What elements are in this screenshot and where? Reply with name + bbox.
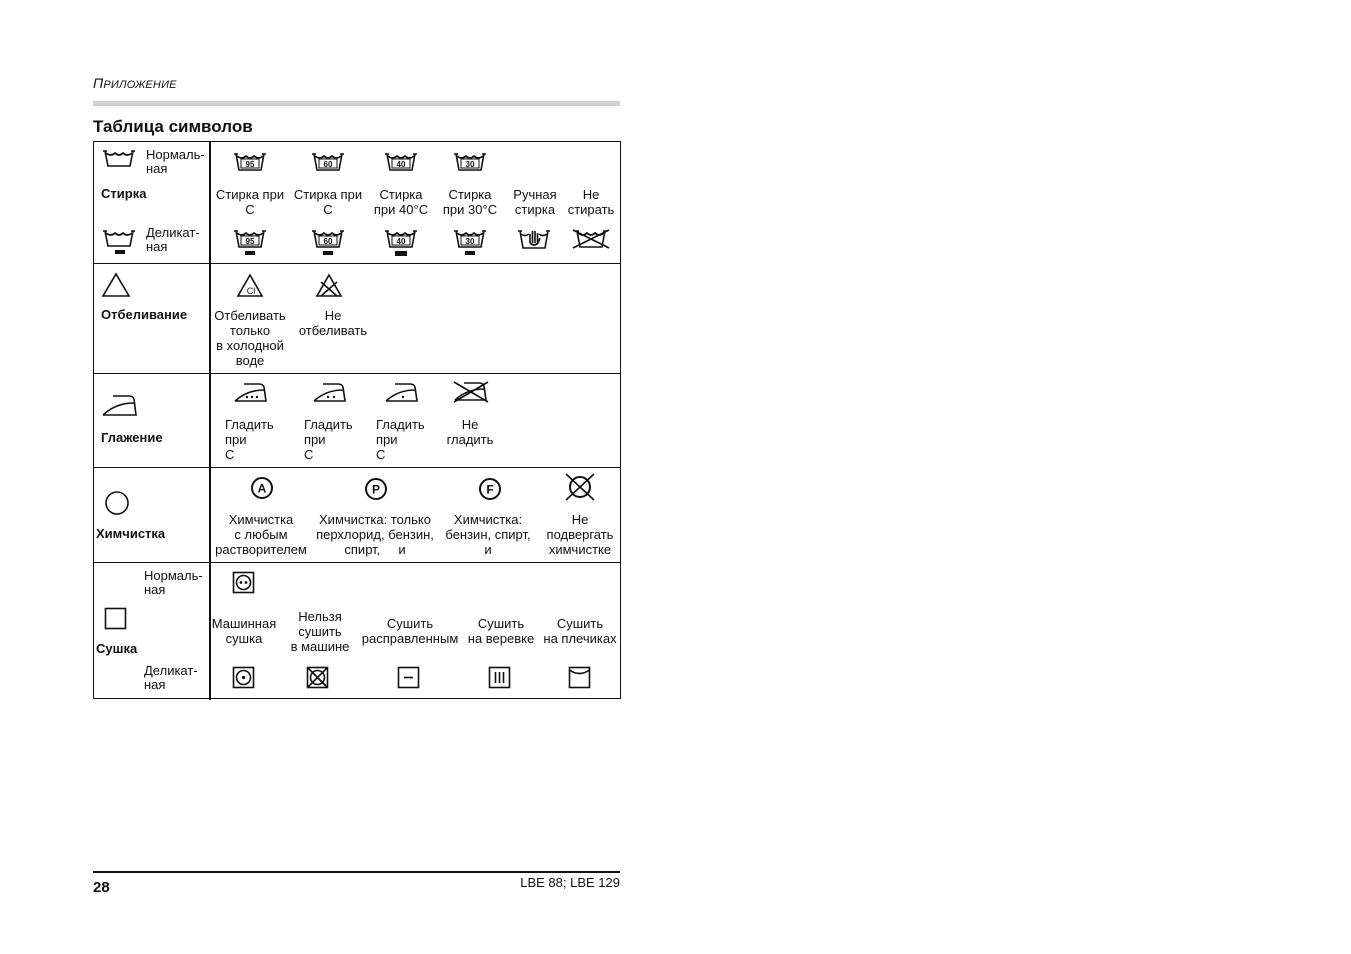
ironing-row xyxy=(94,374,620,468)
wash-95-label: Стирка при С xyxy=(215,187,285,217)
no-tumble-dry-label: Нельзя сушить в машине xyxy=(290,609,350,654)
iron-medium-text: Гладить при С xyxy=(304,417,353,462)
dry-flat-icon xyxy=(397,666,421,690)
wash-30-label: Стирка при 30°С xyxy=(442,187,498,217)
drip-dry-icon xyxy=(568,666,592,690)
tumble-dry-label: Машинная сушка xyxy=(211,616,277,646)
drying-row xyxy=(94,563,620,700)
header-title-first: П xyxy=(93,75,104,91)
hand-wash-icon xyxy=(517,228,551,252)
bleach-cl-mark: Cl xyxy=(246,286,256,296)
wash-95-icon xyxy=(233,151,267,173)
iron-high-label xyxy=(225,417,274,462)
wash-60-delicate-temp: 60 xyxy=(323,237,333,246)
drip-dry-label: Сушить на плечиках xyxy=(543,616,617,646)
wash-60-icon xyxy=(311,151,345,173)
wash-40-temp: 40 xyxy=(396,160,406,169)
drycleaning-f-letter: F xyxy=(486,482,494,497)
drycleaning-p-label: Химчистка: только перхлорид, бензин, спирт, и xyxy=(316,512,434,557)
wash-40-icon xyxy=(384,151,418,173)
symbols-table xyxy=(93,141,621,699)
drying-delicate-label: Деликат- ная xyxy=(144,663,198,692)
header-title xyxy=(93,75,177,91)
drycleaning-any-label: Химчистка с любым растворителем xyxy=(215,512,307,557)
drying-category: Сушка xyxy=(96,641,138,656)
iron-one-dot-icon xyxy=(385,382,419,404)
wash-95-delicate-icon xyxy=(233,228,267,256)
drying-normal-label: Нормаль- ная xyxy=(144,568,203,597)
washing-delicate-label: Деликат- ная xyxy=(146,225,200,254)
header-rule xyxy=(93,101,620,106)
column-divider xyxy=(209,142,211,263)
model-number: LBE 88; LBE 129 xyxy=(520,875,620,890)
wash-40-very-delicate-icon xyxy=(384,228,418,258)
wash-60-label: Стирка при С xyxy=(293,187,363,217)
column-divider xyxy=(209,468,211,562)
tumble-dry-normal-icon xyxy=(232,571,256,595)
column-divider xyxy=(209,264,211,373)
ironing-category: Глажение xyxy=(101,430,163,445)
wash-30-delicate-temp: 30 xyxy=(465,237,475,246)
line-dry-label: Сушить на веревке xyxy=(467,616,535,646)
no-iron-icon xyxy=(452,380,490,404)
wash-60-temp: 60 xyxy=(323,160,333,169)
dry-flat-label: Сушить расправленным xyxy=(361,616,459,646)
wash-40-label: Стирка при 40°С xyxy=(373,187,429,217)
hand-wash-label: Ручная стирка xyxy=(513,187,557,217)
bleach-triangle-icon xyxy=(102,272,130,298)
wash-tub-delicate-icon xyxy=(102,228,136,256)
no-bleach-icon xyxy=(316,274,342,298)
iron-two-dots-icon xyxy=(313,382,347,404)
no-wash-label: Не стирать xyxy=(567,187,615,217)
drycleaning-category: Химчистка xyxy=(96,526,166,541)
page-number: 28 xyxy=(93,879,110,896)
wash-30-delicate-icon xyxy=(453,228,487,256)
washing-category: Стирка xyxy=(101,186,147,201)
iron-low-label xyxy=(376,417,425,462)
drycleaning-p-letter: P xyxy=(371,482,381,497)
line-dry-icon xyxy=(488,666,512,690)
wash-30-temp: 30 xyxy=(465,160,475,169)
wash-95-temp: 95 xyxy=(245,160,255,169)
section-title: Таблица символов xyxy=(93,117,253,136)
drying-square-icon xyxy=(104,607,128,631)
iron-medium-label xyxy=(304,417,353,462)
iron-icon xyxy=(102,394,138,418)
drycleaning-row xyxy=(94,468,620,563)
washing-row xyxy=(94,142,620,264)
no-drycleaning-icon xyxy=(564,473,596,501)
tumble-dry-delicate-icon xyxy=(232,666,256,690)
wash-30-icon xyxy=(453,151,487,173)
drycleaning-a-icon xyxy=(250,476,274,500)
no-wash-icon xyxy=(571,228,611,250)
column-divider xyxy=(209,374,211,467)
drycleaning-a-letter: A xyxy=(257,481,267,496)
drycleaning-circle-icon xyxy=(104,490,130,516)
no-bleach-label: Не отбеливать xyxy=(298,308,368,338)
header-title-rest: РИЛОЖЕНИЕ xyxy=(103,79,177,91)
no-tumble-dry-icon xyxy=(306,666,330,690)
iron-high-text: Гладить при С xyxy=(225,417,274,462)
iron-low-text: Гладить при С xyxy=(376,417,425,462)
drycleaning-f-label: Химчистка: бензин, спирт, и xyxy=(445,512,531,557)
wash-40-very-delicate-temp: 40 xyxy=(396,237,406,246)
no-drycleaning-label: Не подвергать химчистке xyxy=(546,512,614,557)
bleaching-category: Отбеливание xyxy=(101,307,188,322)
drycleaning-f-icon xyxy=(478,477,502,501)
bleaching-row xyxy=(94,264,620,374)
wash-60-delicate-icon xyxy=(311,228,345,256)
bleach-cold-label: Отбеливать только в холодной воде xyxy=(214,308,286,368)
no-iron-label: Не гладить xyxy=(446,417,494,447)
footer-rule xyxy=(93,871,620,873)
iron-three-dots-icon xyxy=(234,382,268,404)
washing-normal-label: Нормаль- ная xyxy=(146,147,205,176)
bleach-cl-icon xyxy=(237,274,263,298)
wash-95-delicate-temp: 95 xyxy=(245,237,255,246)
wash-tub-icon xyxy=(102,148,136,168)
drycleaning-p-icon xyxy=(364,477,388,501)
